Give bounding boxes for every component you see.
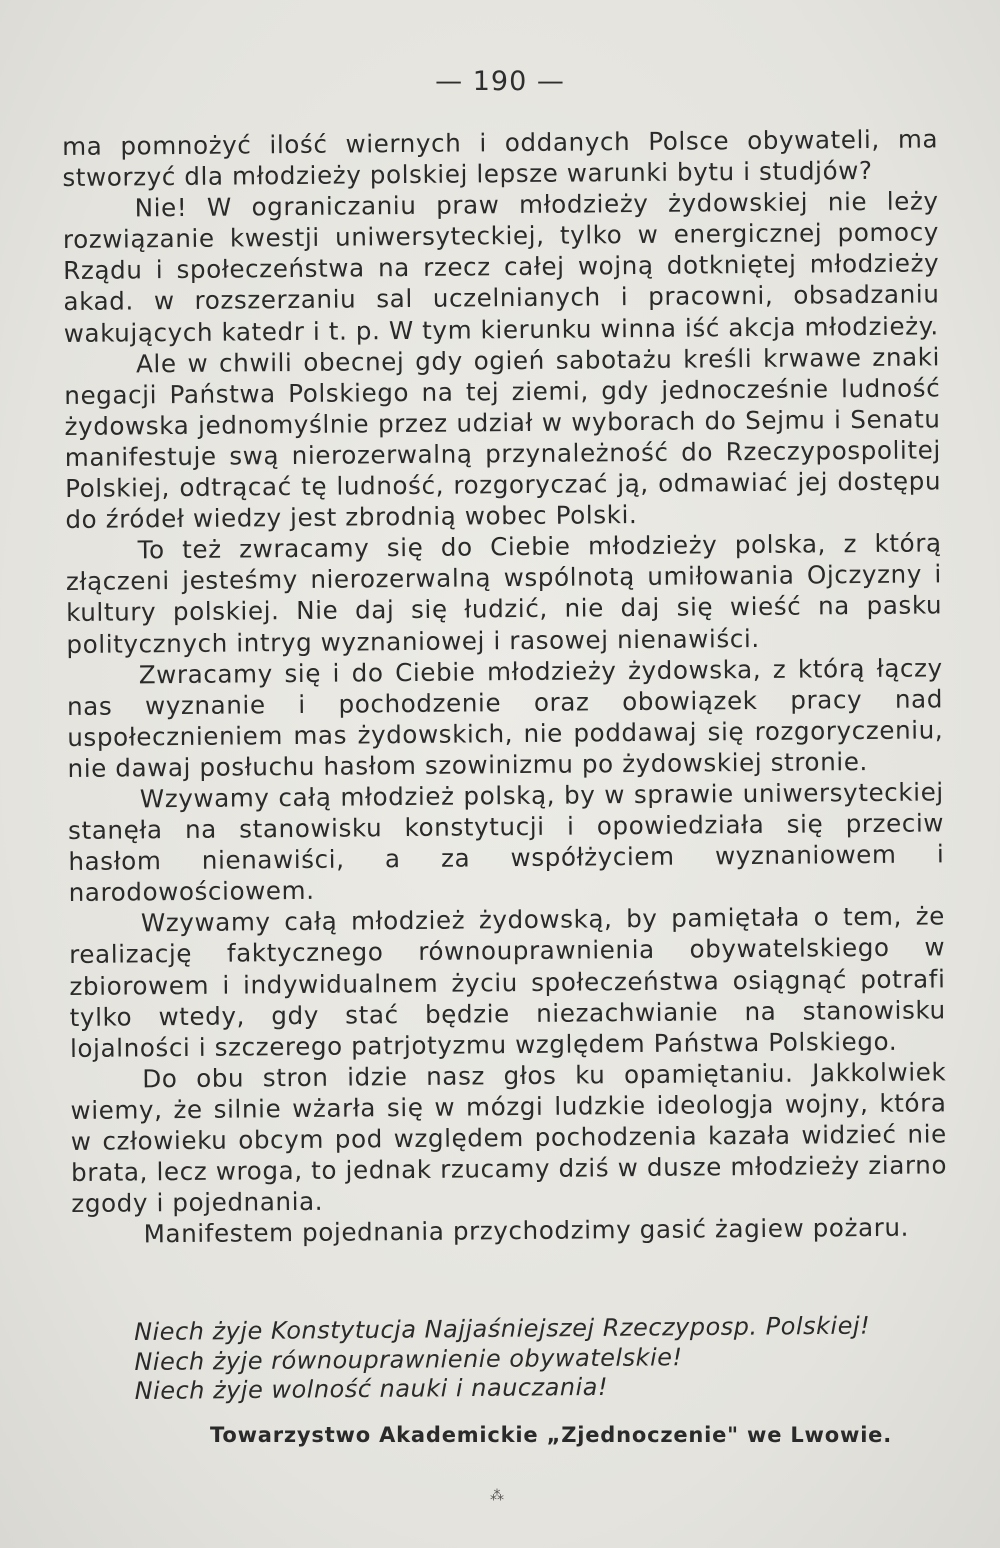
paragraph: Zwracamy się i do Ciebie młodzieży żydowska, z którą łączy nas wyznanie i pochodzenie oraz obowiązek pracy nad uspołecznieniem mas żydowskich, nie poddawaj się rozgoryczeniu, nie dawaj posłuchu hasłom szowinizmu po żydowskiej stronie. [66,652,944,783]
body-text [62,123,948,1250]
paragraph: Wzywamy całą młodzież żydowską, by pamiętała o tem, że realizację faktycznego równouprawnienia obywatelskiego w zbiorowem i indywidualnem życiu społeczeństwa osiągnąć potrafi tylko wtedy, gdy stać będzie niezachwianie na stanowisku lojalności i szczerego patrjotyzmu względem Państwa Polskiego. [69,901,946,1063]
paragraph: Nie! W ograniczaniu praw młodzieży żydowskiej nie leży rozwiązanie kwestji uniwersyteckiej, tylko w energicznej pomocy Rządu i społeczeństwa na rzecz całej wojną dotkniętej młodzieży akad. w rozszerzaniu sal uczelnianych i pracowni, obsadzaniu wakujących katedr i t. p. W tym kierunku winna iść akcja młodzieży. [62,186,940,348]
paragraph: Manifestem pojednania przychodzimy gasić żagiew pożaru. [143,1212,910,1249]
slogan: Niech żyje Konstytucja Najjaśniejszej Rzeczyposp. Polskiej! [134,1311,871,1346]
paragraph: Ale w chwili obecnej gdy ogień sabotażu kreśli krwawe znaki negacji Państwa Polskiego na tej ziemi, gdy jednocześnie ludność żydowska jednomyślnie przez udział w wyborach do Sejmu i Senatu manifestuje swą nierozerwalną przynależność do Rzeczypospolitej Polskiej, odtrącać tę ludność, rozgoryczać ją, odmawiać jej dostępu do źródeł wiedzy jest zbrodnią wobec Polski. [64,342,942,535]
slogan: Niech żyje równouprawnienie obywatelskie! [134,1342,683,1376]
paragraph: ma pomnożyć ilość wiernych i oddanych Polsce obywateli, ma stworzyć dla młodzieży polskiej lepsze warunki bytu i studjów? [62,124,939,193]
paragraph: Wzywamy całą młodzież polską, by w sprawie uniwersyteckiej stanęła na stanowisku konstytucji i opowiedziała się przeciw hasłom nienawiści, a za współżyciem wyznaniowem i narodowościowem. [67,777,945,908]
ornament-icon: ⁂ [490,1488,504,1504]
paragraph: Do obu stron idzie nasz głos ku opamiętaniu. Jakkolwiek wiemy, że silnie wżarła się w mózgi ludzkie ideologja wojny, która w człowieku obcym pod względem pochodzenia kazała widzieć nie brata, lecz wroga, to jednak rzucamy dziś w dusze młodzieży ziarno zgody i pojednania. [70,1057,948,1219]
slogans [134,1311,955,1407]
page-number: — 190 — [435,66,565,97]
slogan: Niech żyje wolność nauki i nauczania! [134,1372,609,1405]
signature: Towarzystwo Akademickie „Zjednoczenie" we Lwowie. [210,1423,893,1447]
paragraph: To też zwracamy się do Ciebie młodzieży polska, z którą złączeni jesteśmy nierozerwalną wspólnotą umiłowania Ojczyzny i kultury polskiej. Nie daj się łudzić, nie daj się wieść na pasku politycznych intryg wyznaniowej i rasowej nienawiści. [65,528,943,659]
